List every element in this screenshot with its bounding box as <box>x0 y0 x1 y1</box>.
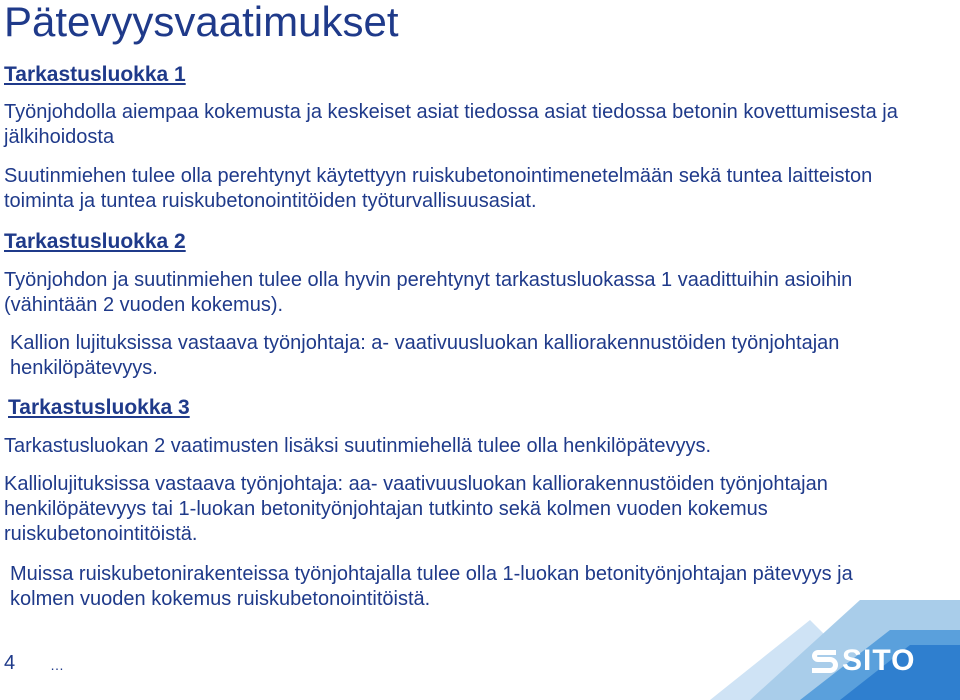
paragraph: Työnjohdon ja suutinmiehen tulee olla hyvin perehtynyt tarkastusluokassa 1 vaadittuihin asioihin (vähintään 2 vuoden kokemus). <box>4 269 853 316</box>
heading-tarkastusluokka-2: Tarkastusluokka 2 <box>4 230 186 253</box>
paragraph: Muissa ruiskubetonirakenteissa työnjohtajalla tulee olla 1-luokan betonityönjohtajan pätevyys ja kolmen vuoden kokemus ruiskubetonointitöistä. <box>10 563 853 610</box>
paragraph: Työnjohdolla aiempaa kokemusta ja keskeiset asiat tiedossa asiat tiedossa betonin kovettumisesta ja jälkihoidosta <box>4 101 898 148</box>
page-number: 4 <box>4 652 16 674</box>
heading-tarkastusluokka-3: Tarkastusluokka 3 <box>8 396 190 419</box>
footer-ellipsis: … <box>50 657 64 673</box>
paragraph: Suutinmiehen tulee olla perehtynyt käytettyyn ruiskubetonointimenetelmään sekä tuntea laitteiston toiminta ja tuntea ruiskubetonointitöiden työturvallisuusasiat. <box>4 165 873 212</box>
paragraph: Kalliolujituksissa vastaava työnjohtaja: aa- vaativuusluokan kalliorakennustöiden työnjohtajan henkilöpätevyys tai 1-luokan betonityönjohtajan tutkinto sekä kolmen vuoden kokemus ruiskubetonointitöistä. <box>4 473 828 545</box>
sito-logo-icon <box>808 646 840 676</box>
sito-logo-text: SITO <box>842 644 916 677</box>
slide-title: Pätevyysvaatimukset <box>4 0 399 45</box>
heading-tarkastusluokka-1: Tarkastusluokka 1 <box>4 63 186 86</box>
paragraph: Tarkastusluokan 2 vaatimusten lisäksi suutinmiehellä tulee olla henkilöpätevyys. <box>4 435 712 457</box>
paragraph: Kallion lujituksissa vastaava työnjohtaja: a- vaativuusluokan kalliorakennustöiden työnjohtajan henkilöpätevyys. <box>10 332 840 379</box>
